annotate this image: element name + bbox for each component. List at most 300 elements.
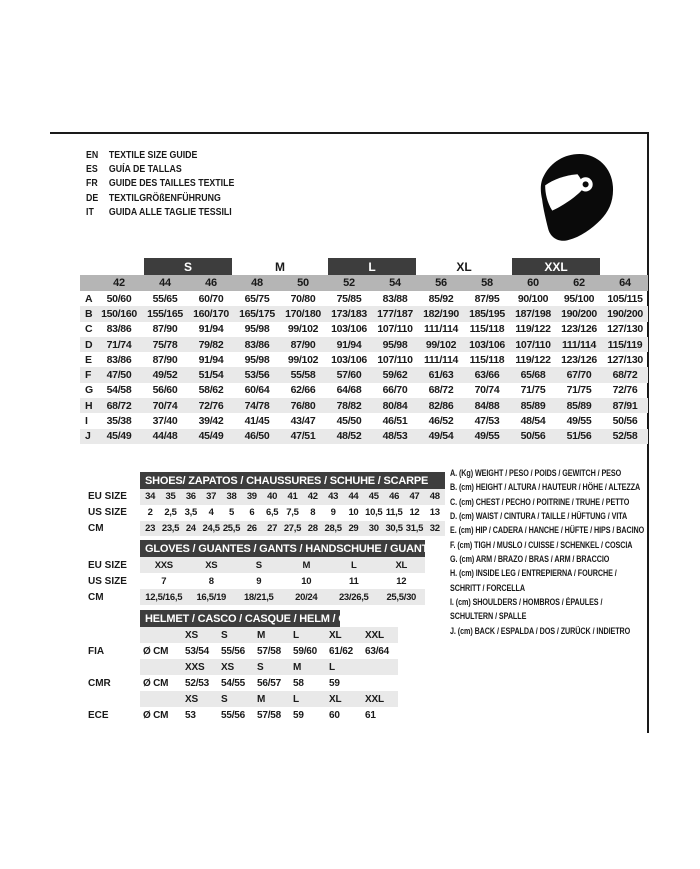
row-label-c: C	[85, 323, 93, 336]
size-value: 107/110	[377, 323, 413, 336]
size-value: 66/70	[382, 384, 408, 397]
legend-line: A. (Kg) WEIGHT / PESO / POIDS / GEWITCH / PESO	[450, 468, 622, 478]
size-value: 78/82	[326, 398, 372, 413]
size-value: 64/68	[336, 384, 362, 397]
language-line-it	[86, 206, 234, 220]
size-value: 58/62	[198, 384, 224, 397]
helmet-table-header	[140, 610, 398, 627]
size-value: 12	[409, 507, 420, 519]
size-value: 127/130	[607, 353, 643, 366]
language-code: DE	[86, 192, 99, 204]
column-header-54: 54	[372, 275, 418, 291]
size-value: 103/106	[331, 353, 367, 366]
size-value: 68/72	[428, 384, 454, 397]
size-value: 43	[323, 489, 343, 505]
helmet-table-title: HELMET / CASCO / CASQUE / HELM / CASCO	[140, 610, 340, 627]
size-value: 41	[282, 489, 302, 505]
helmet-value: 59	[293, 709, 304, 721]
size-value: 39/42	[198, 415, 224, 428]
helmet-size-header: S	[254, 659, 290, 675]
size-value: 79/82	[188, 337, 234, 352]
size-value: 80/84	[372, 398, 418, 413]
size-value: 31,5	[404, 521, 424, 537]
size-value: 47/50	[96, 367, 142, 382]
size-value: 51/56	[556, 429, 602, 444]
size-value: 51/54	[188, 367, 234, 382]
size-value: 62/66	[290, 384, 316, 397]
size-value: 6,5	[265, 507, 279, 519]
helmet-value: 56/57	[257, 677, 282, 689]
size-value: 23	[140, 521, 160, 537]
size-value: 111/114	[423, 353, 459, 366]
size-value: 91/94	[198, 353, 224, 366]
size-value: 115/118	[469, 323, 505, 336]
row-label-fia: FIA	[88, 645, 105, 657]
size-value: 70/74	[474, 384, 500, 397]
size-value: 85/92	[428, 292, 454, 305]
helmet-size-header: L	[326, 659, 362, 675]
size-label-xl: XL	[456, 259, 472, 274]
size-value: 95/100	[563, 292, 595, 305]
size-value: 40	[262, 489, 282, 505]
row-label-b: B	[80, 306, 96, 321]
size-value: 119/122	[515, 323, 551, 336]
row-label-j: J	[80, 429, 96, 444]
size-value: 111/114	[423, 323, 459, 336]
helmet-size-header: XXS	[182, 659, 218, 675]
size-value: 11,5	[385, 507, 403, 519]
unit-spacer	[140, 627, 182, 643]
size-value: 9	[256, 575, 262, 587]
size-value: 160/170	[188, 306, 234, 321]
language-code: FR	[86, 178, 98, 190]
size-value: 111/114	[556, 337, 602, 352]
size-value: 68/72	[96, 398, 142, 413]
helmet-value: 59/60	[293, 645, 318, 657]
column-header-62: 62	[556, 275, 602, 291]
row-label-e: E	[85, 353, 93, 366]
column-header-42: 42	[96, 275, 142, 291]
size-value: 37/40	[152, 415, 178, 428]
size-label-s: S	[144, 258, 232, 275]
helmet-value: 59	[329, 677, 340, 689]
row-label-ece: ECE	[88, 709, 109, 721]
size-value: 84/88	[464, 398, 510, 413]
size-value: 75/85	[336, 292, 362, 305]
size-value: 44	[343, 489, 363, 505]
helmet-size-header: M	[254, 691, 290, 707]
size-value: 34	[140, 489, 160, 505]
language-code: IT	[86, 206, 94, 218]
helmet-size-header: S	[218, 691, 254, 707]
size-value: L	[330, 557, 378, 573]
language-code: ES	[86, 164, 98, 176]
size-value: 10	[301, 575, 312, 587]
language-title: GUIDA ALLE TAGLIE TESSILI	[108, 206, 232, 218]
size-value: 13	[429, 507, 440, 519]
helmet-size-header	[362, 659, 398, 675]
size-value: 10,5	[365, 507, 383, 519]
size-value: 107/110	[510, 337, 556, 352]
size-value: 185/195	[464, 306, 510, 321]
row-label-f: F	[80, 367, 96, 382]
column-header-64: 64	[602, 275, 648, 291]
legend-line: F. (cm) TIGH / MUSLO / CUISSE / SCHENKEL / COSCIA	[450, 539, 633, 550]
size-value: 91/94	[326, 337, 372, 352]
legend-line: B. (cm) HEIGHT / ALTURA / HAUTEUR / HÖHE / ALTEZZA	[450, 482, 641, 493]
size-value: XXS	[140, 557, 188, 573]
size-value: 4	[208, 507, 214, 519]
size-value: 90/100	[517, 292, 549, 305]
size-value: 25,5/30	[378, 589, 426, 605]
size-value: 52/58	[602, 429, 648, 444]
size-value: M	[283, 557, 331, 573]
gloves-size-table	[88, 540, 431, 605]
size-value: 12,5/16,5	[140, 589, 188, 605]
size-value: 49/52	[142, 367, 188, 382]
helmet-size-header: XS	[182, 627, 218, 643]
language-code: EN	[86, 150, 99, 161]
size-value: 87/95	[474, 292, 500, 305]
helmet-size-header: M	[254, 627, 290, 643]
helmet-size-header: XXL	[362, 627, 398, 643]
helmet-value: 54/55	[221, 677, 246, 689]
size-value: 103/106	[331, 323, 367, 336]
size-value: 182/190	[418, 306, 464, 321]
size-value: 68/72	[602, 367, 648, 382]
unit-label: Ø CM	[143, 709, 169, 721]
size-value: 170/180	[280, 306, 326, 321]
size-value: 65/75	[244, 292, 270, 305]
size-value: 42	[303, 489, 323, 505]
measurement-legend	[450, 466, 650, 638]
frame-border-top	[50, 132, 649, 134]
row-label: CM	[88, 522, 104, 534]
size-label-l: L	[328, 258, 416, 275]
row-label: EU SIZE	[88, 559, 127, 571]
size-value: 61/63	[418, 367, 464, 382]
size-value: 32	[425, 521, 445, 537]
size-value: 173/183	[326, 306, 372, 321]
legend-line: SCHULTERN / SPALLE	[450, 611, 527, 622]
helmet-value: 61	[365, 709, 376, 721]
size-value: 24,5	[201, 521, 221, 537]
size-value: 83/86	[106, 353, 132, 366]
size-value: 46/51	[382, 415, 408, 428]
row-label-i: I	[85, 415, 88, 428]
legend-line: D. (cm) WAIST / CINTURA / TAILLE / HÜFTUNG / VITA	[450, 511, 628, 522]
size-value: 187/198	[510, 306, 556, 321]
size-value: 190/200	[556, 306, 602, 321]
size-value: 8	[208, 575, 214, 587]
column-header-46: 46	[188, 275, 234, 291]
helmet-size-header: XL	[326, 627, 362, 643]
size-value: 2,5	[164, 507, 177, 519]
helmet-value: 63/64	[365, 645, 390, 657]
size-value: 48	[425, 489, 445, 505]
helmet-size-header: XS	[218, 659, 254, 675]
unit-spacer	[140, 691, 182, 707]
size-value: 127/130	[607, 323, 643, 336]
size-value: 47/53	[474, 415, 500, 428]
size-value: 54/58	[106, 384, 132, 397]
helmet-size-header: XS	[182, 691, 218, 707]
column-header-44: 44	[142, 275, 188, 291]
language-line-es	[86, 163, 234, 177]
helmet-size-header: XL	[326, 691, 362, 707]
size-value: S	[235, 557, 283, 573]
size-value: 2	[147, 507, 153, 519]
size-value: 10	[348, 507, 359, 519]
size-value: 48/53	[372, 429, 418, 444]
size-value: 7,5	[286, 507, 299, 519]
size-value: 18/21,5	[235, 589, 283, 605]
size-value: 75/78	[142, 337, 188, 352]
size-value: 65/68	[510, 367, 556, 382]
column-header-52: 52	[326, 275, 372, 291]
size-value: 23,5	[160, 521, 180, 537]
size-value: 99/102	[418, 337, 464, 352]
size-value: 71/75	[566, 384, 592, 397]
size-value: 87/90	[152, 323, 178, 336]
size-value: 67/70	[556, 367, 602, 382]
size-value: 30	[364, 521, 384, 537]
size-value: 45/50	[336, 415, 362, 428]
size-value: 48/52	[326, 429, 372, 444]
size-value: XL	[378, 557, 426, 573]
size-value: 87/90	[152, 353, 178, 366]
size-value: 16,5/19	[188, 589, 236, 605]
legend-line: SCHRITT / FORCELLA	[450, 582, 525, 593]
size-value: 85/89	[510, 398, 556, 413]
size-value: 45	[364, 489, 384, 505]
helmet-size-header: S	[218, 627, 254, 643]
helmet-icon	[537, 152, 615, 242]
size-value: 47	[404, 489, 424, 505]
size-value: XS	[188, 557, 236, 573]
unit-label: Ø CM	[143, 677, 169, 689]
size-value: 39	[242, 489, 262, 505]
size-value: 36	[181, 489, 201, 505]
size-value: 24	[181, 521, 201, 537]
row-label: CM	[88, 591, 104, 603]
column-header-50: 50	[280, 275, 326, 291]
size-value: 29	[343, 521, 363, 537]
size-value: 46/52	[428, 415, 454, 428]
size-value: 47/51	[280, 429, 326, 444]
size-value: 50/56	[510, 429, 556, 444]
size-value: 72/76	[188, 398, 234, 413]
size-value: 55/58	[280, 367, 326, 382]
size-value: 48/54	[520, 415, 546, 428]
size-value: 59/62	[372, 367, 418, 382]
size-value: 71/75	[520, 384, 546, 397]
helmet-value: 57/58	[257, 709, 282, 721]
size-value: 83/88	[382, 292, 408, 305]
size-value: 95/98	[244, 323, 270, 336]
language-line-fr	[86, 177, 234, 191]
size-value: 177/187	[372, 306, 418, 321]
size-value: 46/50	[234, 429, 280, 444]
unit-spacer	[140, 659, 182, 675]
size-value: 11	[349, 575, 359, 587]
helmet-size-table	[88, 610, 398, 723]
helmet-value: 60	[329, 709, 340, 721]
size-value: 9	[330, 507, 336, 519]
size-value: 55/65	[152, 292, 178, 305]
size-value: 63/66	[464, 367, 510, 382]
size-value: 27,5	[282, 521, 302, 537]
size-value: 103/106	[464, 337, 510, 352]
size-value: 115/118	[469, 353, 505, 366]
size-value: 3,5	[184, 507, 197, 519]
legend-line: H. (cm) INSIDE LEG / ENTREPIERNA / FOURCHE /	[450, 568, 617, 579]
size-value: 49/54	[418, 429, 464, 444]
row-label-a: A	[85, 292, 93, 305]
size-value: 6	[249, 507, 255, 519]
language-title: GUIDE DES TAILLES TEXTILE	[108, 178, 235, 190]
size-value: 28	[303, 521, 323, 537]
size-value: 45/49	[188, 429, 234, 444]
size-value: 115/119	[602, 337, 648, 352]
helmet-value: 57/58	[257, 645, 282, 657]
size-value: 53/56	[234, 367, 280, 382]
size-value: 76/80	[280, 398, 326, 413]
size-value: 28,5	[323, 521, 343, 537]
helmet-value: 53/54	[185, 645, 210, 657]
helmet-size-header: M	[290, 659, 326, 675]
size-value: 50/56	[612, 415, 638, 428]
size-value: 123/126	[561, 323, 597, 336]
size-value: 35/38	[106, 415, 132, 428]
size-value: 83/86	[234, 337, 280, 352]
size-value: 50/60	[106, 292, 132, 305]
size-value: 74/78	[234, 398, 280, 413]
size-value: 99/102	[287, 353, 319, 366]
helmet-value: 58	[293, 677, 304, 689]
size-value: 91/94	[198, 323, 224, 336]
textile-size-table	[80, 258, 648, 444]
helmet-value	[362, 675, 398, 691]
row-label-cmr: CMR	[88, 677, 111, 689]
legend-line: G. (cm) ARM / BRAZO / BRAS / ARM / BRACCIO	[450, 554, 610, 565]
helmet-size-header: L	[290, 627, 326, 643]
helmet-value: 52/53	[185, 677, 210, 689]
size-value: 150/160	[96, 306, 142, 321]
size-value: 70/74	[142, 398, 188, 413]
size-value: 95/98	[244, 353, 270, 366]
size-value: 123/126	[561, 353, 597, 366]
legend-line: E. (cm) HIP / CADERA / HANCHE / HÜFTE / HIPS / BACINO	[450, 525, 645, 536]
shoes-size-table	[88, 472, 445, 536]
row-label-h: H	[80, 398, 96, 413]
size-value: 87/90	[280, 337, 326, 352]
size-value: 43/47	[290, 415, 316, 428]
size-value: 30,5	[384, 521, 404, 537]
size-value: 60/70	[198, 292, 224, 305]
size-value: 72/76	[612, 384, 638, 397]
language-title: TEXTILE SIZE GUIDE	[108, 150, 198, 161]
size-value: 56/60	[152, 384, 178, 397]
language-title-list	[86, 149, 255, 220]
size-value: 107/110	[377, 353, 413, 366]
shoes-table-title: SHOES/ ZAPATOS / CHAUSSURES / SCHUHE / SCARPE	[140, 472, 445, 489]
size-label-m: M	[275, 259, 285, 274]
row-label: US SIZE	[88, 507, 127, 519]
row-label: EU SIZE	[88, 491, 127, 503]
language-title: TEXTILGRÖßENFÜHRUNG	[108, 192, 221, 204]
size-value: 71/74	[96, 337, 142, 352]
legend-line: C. (cm) CHEST / PECHO / POITRINE / TRUHE / PETTO	[450, 496, 630, 507]
numbers-row-spacer	[80, 275, 96, 291]
size-value: 46	[384, 489, 404, 505]
column-header-56: 56	[418, 275, 464, 291]
size-value: 155/165	[142, 306, 188, 321]
size-value: 23/26,5	[330, 589, 378, 605]
column-header-48: 48	[234, 275, 280, 291]
size-value: 44/48	[142, 429, 188, 444]
size-value: 60/64	[244, 384, 270, 397]
size-value: 70/80	[290, 292, 316, 305]
size-value: 8	[310, 507, 316, 519]
size-value: 190/200	[602, 306, 648, 321]
size-value: 85/89	[556, 398, 602, 413]
row-label-d: D	[80, 337, 96, 352]
language-line-de	[86, 192, 234, 206]
size-value: 87/91	[602, 398, 648, 413]
size-value: 57/60	[326, 367, 372, 382]
helmet-value: 55/56	[221, 645, 246, 657]
row-label: US SIZE	[88, 575, 127, 587]
helmet-value: 55/56	[221, 709, 246, 721]
size-label-xxl: XXL	[512, 258, 600, 275]
gloves-table-title: GLOVES / GUANTES / GANTS / HANDSCHUHE / GUANTI	[140, 540, 425, 557]
size-value: 37	[201, 489, 221, 505]
size-value: 38	[221, 489, 241, 505]
size-value: 95/98	[372, 337, 418, 352]
helmet-value: 61/62	[329, 645, 354, 657]
size-value: 7	[161, 575, 167, 587]
size-value: 119/122	[515, 353, 551, 366]
row-label-g: G	[85, 384, 94, 397]
size-value: 99/102	[287, 323, 319, 336]
size-value: 83/86	[106, 323, 132, 336]
size-value: 82/86	[418, 398, 464, 413]
helmet-size-header: L	[290, 691, 326, 707]
size-value: 25,5	[221, 521, 241, 537]
language-line-en	[86, 149, 234, 163]
legend-line: J. (cm) BACK / ESPALDA / DOS / ZURÜCK / INDIETRO	[450, 625, 631, 636]
size-value: 165/175	[234, 306, 280, 321]
size-value: 49/55	[566, 415, 592, 428]
size-value: 49/55	[464, 429, 510, 444]
size-value: 105/115	[607, 292, 643, 305]
size-value: 27	[262, 521, 282, 537]
language-title: GUÍA DE TALLAS	[108, 164, 182, 176]
unit-label: Ø CM	[143, 645, 169, 657]
size-value: 26	[242, 521, 262, 537]
legend-line: I. (cm) SHOULDERS / HOMBROS / ÉPAULES /	[450, 597, 603, 608]
size-value: 12	[396, 575, 407, 587]
size-value: 45/49	[96, 429, 142, 444]
size-value: 20/24	[283, 589, 331, 605]
size-value: 5	[228, 507, 234, 519]
helmet-value: 53	[185, 709, 196, 721]
size-value: 35	[160, 489, 180, 505]
helmet-size-header: XXL	[362, 691, 398, 707]
column-header-58: 58	[464, 275, 510, 291]
size-value: 41/45	[244, 415, 270, 428]
